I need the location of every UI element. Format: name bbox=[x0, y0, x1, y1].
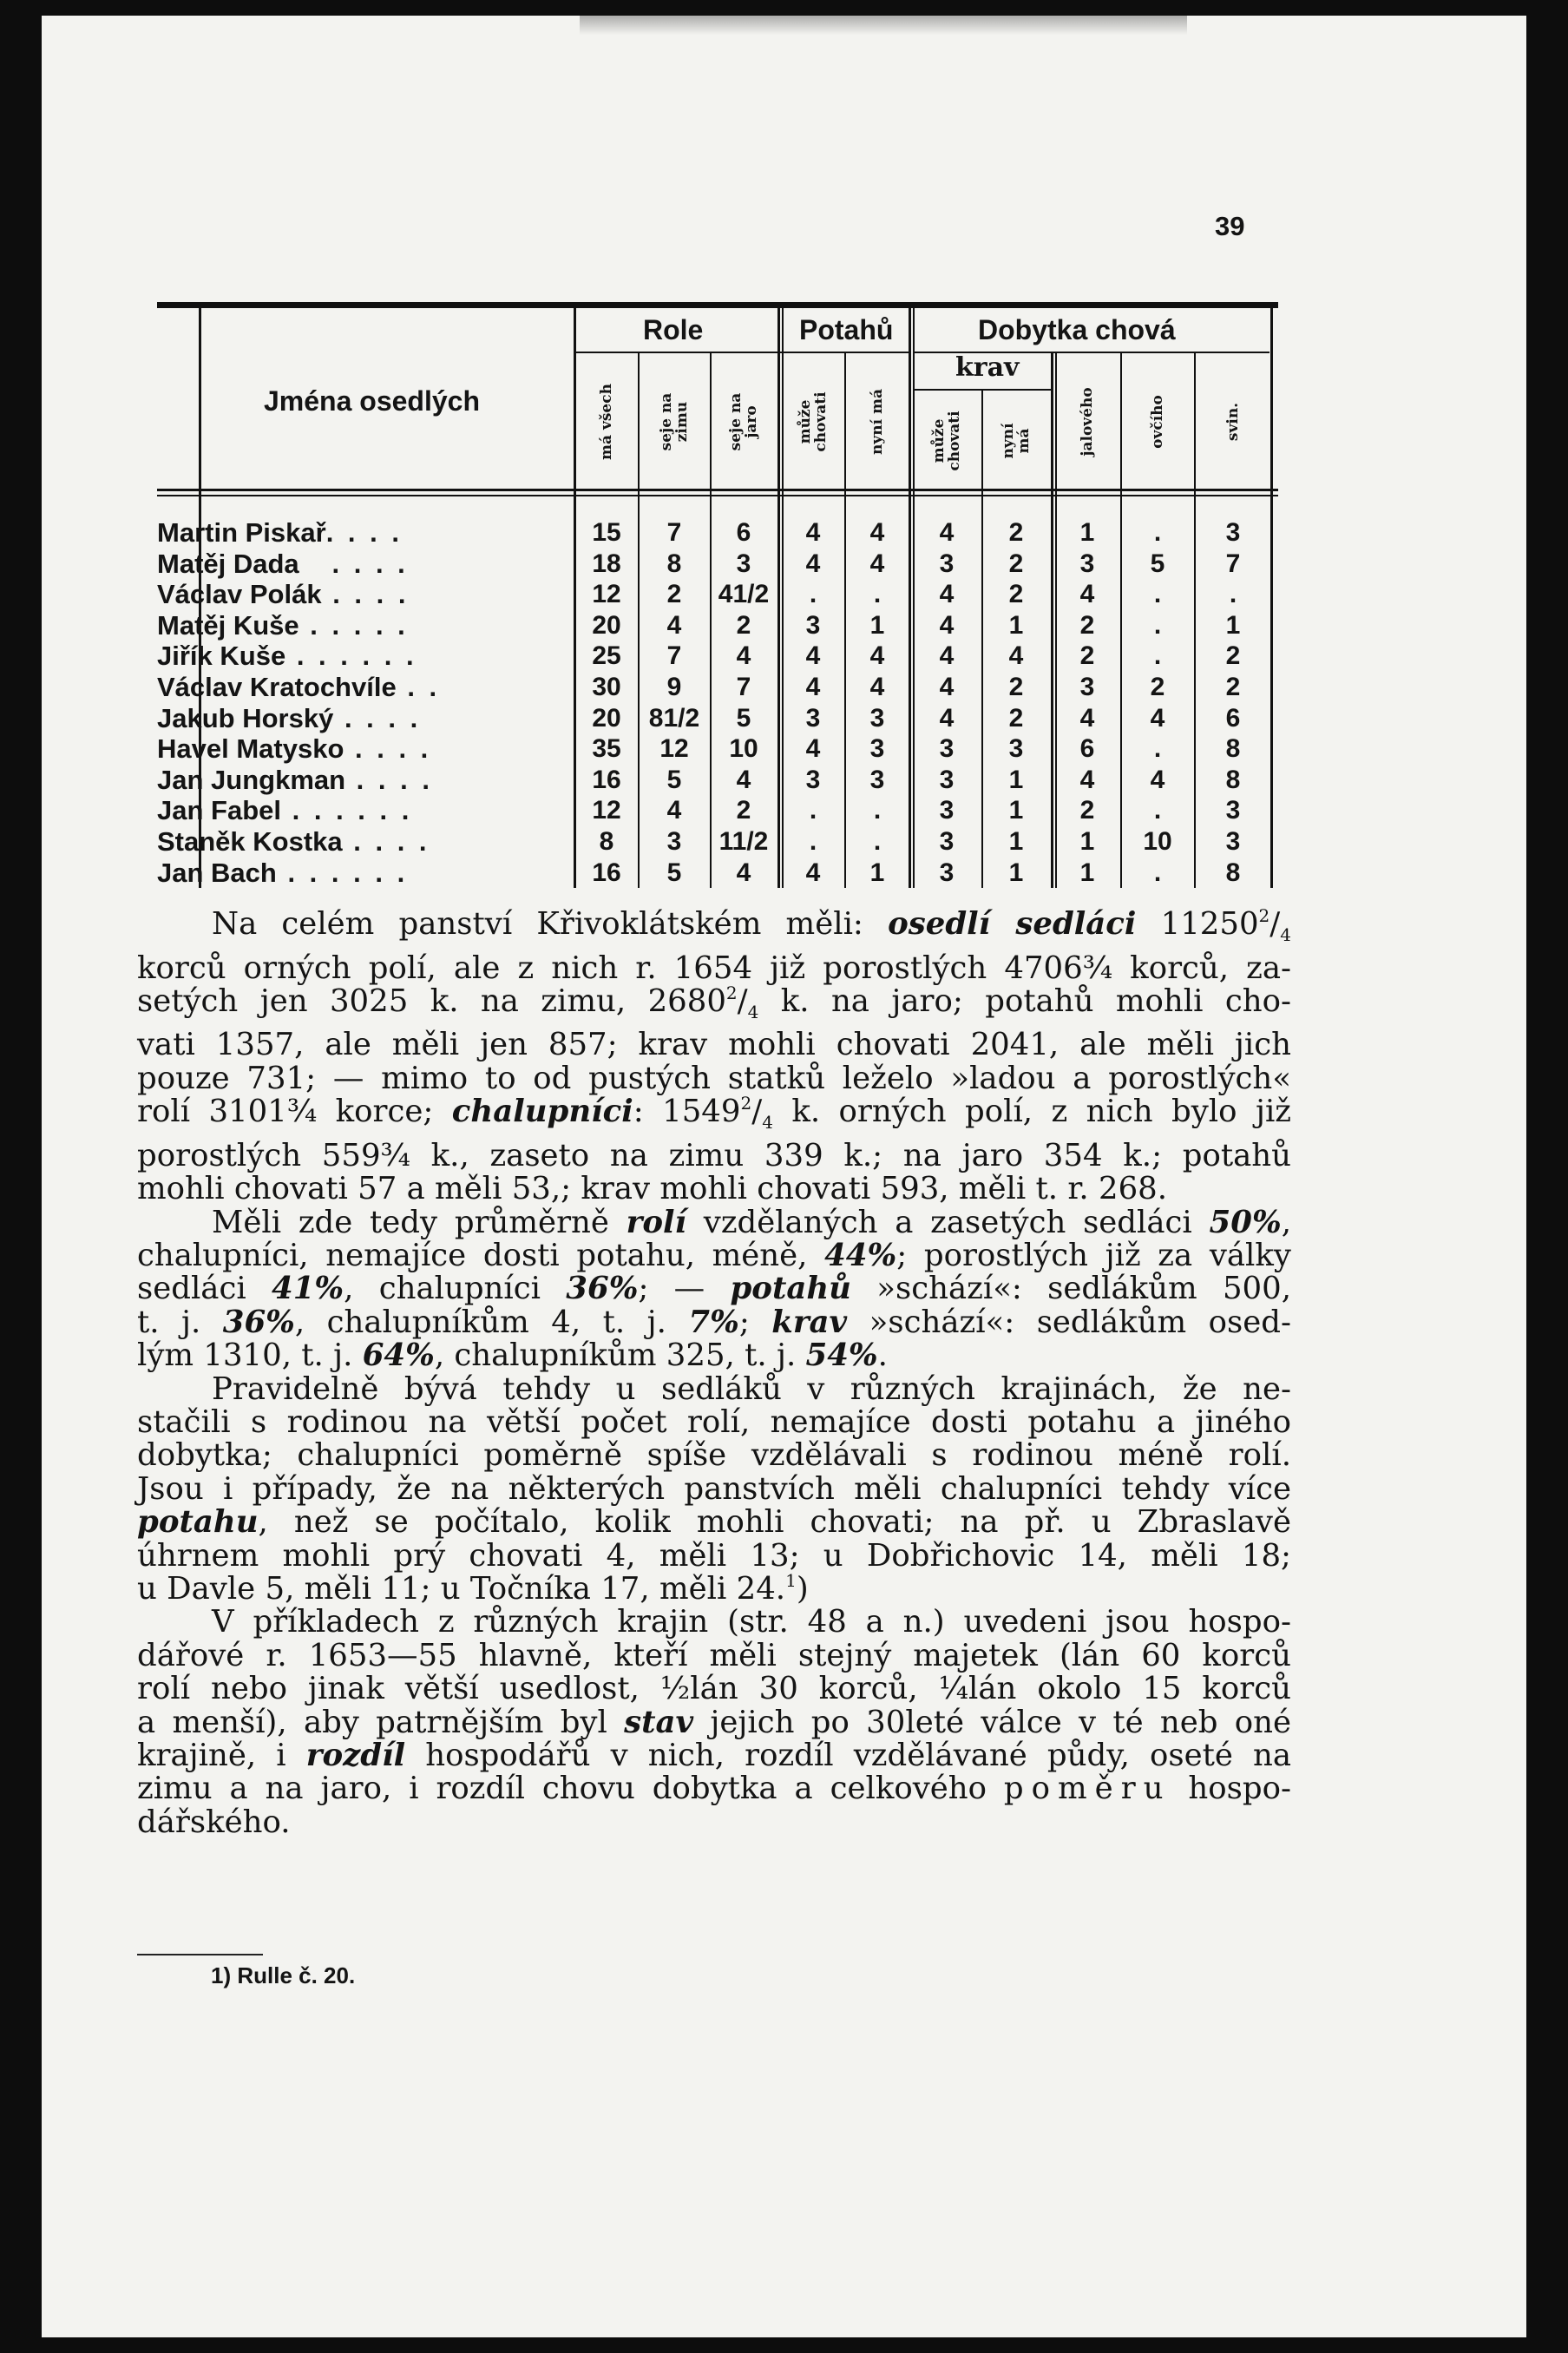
group-rule-krav bbox=[914, 389, 1053, 391]
table-cell: 2 bbox=[1150, 673, 1165, 701]
scan-smudge bbox=[580, 16, 1187, 35]
table-cell: 4 bbox=[805, 673, 821, 701]
settler-name: Jan Jungkman . . . . bbox=[157, 764, 433, 795]
paragraph-3-line-6: úhrnem mohli prý chovati 4, měli 13; u Dobřichovic 14, měli 18; bbox=[137, 1537, 1291, 1574]
table-cell: 8 bbox=[599, 827, 614, 856]
table-row bbox=[157, 793, 1278, 827]
header-bottom-rule bbox=[157, 489, 1278, 491]
table-cell: 7 bbox=[666, 518, 682, 547]
header-bottom-rule-2 bbox=[157, 495, 1278, 496]
paragraph-3-line-7: u Davle 5, měli 11; u Točníka 17, měli 24.$^1$) bbox=[137, 1570, 809, 1607]
table-row bbox=[157, 516, 1278, 549]
table-cell: . bbox=[1153, 641, 1162, 671]
table-row bbox=[157, 547, 1278, 581]
paragraph-4-line-1: V příkladech z různých krajin (str. 48 a n.) uvedeni jsou hospo- bbox=[212, 1604, 1291, 1640]
paragraph-1-line-1: Na celém panství Křivoklátském měli: osedlí sedláci $11250^2/_4$ bbox=[212, 905, 1291, 946]
table-cell: 4 bbox=[805, 734, 821, 764]
table-cell: 5 bbox=[666, 765, 682, 794]
settler-name: Matěj Dada . . . . bbox=[157, 548, 409, 579]
table-cell: 4 bbox=[869, 549, 885, 578]
paragraph-2-line-1: Měli zde tedy průměrně rolí vzdělaných a zasetých sedláci 50%, bbox=[212, 1204, 1291, 1240]
paragraph-2-line-2: chalupníci, nemajíce dosti potahu, méně, 44%; porostlých již za války bbox=[137, 1237, 1291, 1273]
table-cell: 2 bbox=[1008, 673, 1024, 701]
table-cell: 3 bbox=[1225, 518, 1241, 547]
table-cell: 4 bbox=[805, 549, 821, 578]
group-header-role: Role bbox=[643, 314, 704, 345]
table-cell: 4 bbox=[1150, 703, 1165, 733]
table-cell: 1 bbox=[1225, 610, 1241, 640]
table-cell: 8 bbox=[1225, 734, 1241, 764]
table-cell: . bbox=[1153, 796, 1162, 825]
table-cell: 18 bbox=[592, 549, 621, 578]
table-cell: 4 bbox=[666, 610, 682, 640]
table-cell: 4 bbox=[736, 858, 751, 887]
settler-name: Staněk Kostka . . . . bbox=[157, 826, 430, 857]
table-cell: . bbox=[873, 580, 882, 609]
table-cell: 4 bbox=[1079, 580, 1095, 609]
table-cell: . bbox=[1153, 858, 1162, 887]
paragraph-4-line-2: dářové r. 1653—55 hlavně, kteří měli stejný majetek (lán 60 korců bbox=[137, 1637, 1291, 1673]
table-cell: 11/2 bbox=[718, 827, 769, 856]
table-cell: 3 bbox=[939, 765, 955, 794]
table-cell: . bbox=[1229, 580, 1237, 609]
table-cell: . bbox=[1153, 518, 1162, 547]
table-cell: 4 bbox=[1008, 641, 1024, 671]
table-cell: 12 bbox=[659, 734, 689, 764]
table-cell: 1 bbox=[1008, 796, 1024, 825]
group-rule-role bbox=[576, 352, 780, 353]
table-cell: 3 bbox=[939, 796, 955, 825]
table-cell: 4 bbox=[869, 673, 885, 701]
table-row bbox=[157, 701, 1278, 735]
table-cell: 6 bbox=[1225, 703, 1241, 733]
table-cell: 2 bbox=[1079, 641, 1095, 671]
table-cell: 4 bbox=[666, 796, 682, 825]
paragraph-3-line-3: dobytka; chalupníci poměrně spíše vzdělávali s rodinou méně rolí. bbox=[137, 1437, 1291, 1474]
table-cell: 12 bbox=[592, 580, 621, 609]
table-cell: 4 bbox=[805, 641, 821, 671]
table-cell: 1 bbox=[869, 858, 885, 887]
table-cell: 12 bbox=[592, 796, 621, 825]
table-cell: . bbox=[873, 796, 882, 825]
paragraph-1-line-6: rolí 3101¾ korce; chalupníci: $1549^2/_4$ k. orných polí, z nich bylo již bbox=[137, 1093, 1292, 1134]
table-cell: 3 bbox=[939, 734, 955, 764]
table-cell: 3 bbox=[805, 610, 821, 640]
settlers-table: Jména osedlých Role Potahů Dobytka chová krav má všech seje na zimu seje na jaro může chovati nyní má může chovati nyní má jalového ovčího svin. Martin Piskař. . . . 15 7 6 4 4 4 2 1 . 3 Matěj Dada . . . . 18 8 3 4 4 3 2 3 5 7 Václav Polák . . . . 12 2 41/2 . . 4 2 4 . . Matěj Kuše . . . . . 20 4 2 3 1 4 1 2 . 1 Jiřík Kuše . . . . . . 25 7 4 4 4 4 4 2 . 2 Václav Kratochvíle . . 30 9 7 4 4 4 2 3 2 2 Jakub Horský . . . . 20 81/2 5 3 3 4 2 4 4 6 Havel Matysko . . . . 35 12 10 4 3 3 3 6 . 8 Jan Jungkman . . . . 16 5 4 3 3 3 1 4 4 8 Jan Fabel . . . . . . 12 4 2 . . 3 1 2 . 3 Staněk Kostka . . . . 8 3 11/2 . . 3 1 1 10 3 Jan Bach . . . . . . 16 5 4 4 1 3 1 1 . 8 bbox=[157, 302, 1278, 888]
settler-name: Havel Matysko . . . . bbox=[157, 733, 432, 765]
table-cell: 3 bbox=[805, 765, 821, 794]
table-cell: . bbox=[1153, 580, 1162, 609]
table-cell: 4 bbox=[939, 641, 955, 671]
footnote-divider bbox=[137, 1954, 263, 1955]
table-cell: 4 bbox=[1150, 765, 1165, 794]
table-cell: 1 bbox=[1008, 610, 1024, 640]
table-cell: 3 bbox=[1008, 734, 1024, 764]
table-cell: 1 bbox=[1008, 858, 1024, 887]
group-header-potah: Potahů bbox=[799, 314, 894, 345]
table-cell: 6 bbox=[1079, 734, 1095, 764]
table-cell: 4 bbox=[939, 703, 955, 733]
table-cell: 1 bbox=[1079, 827, 1095, 856]
table-cell: 4 bbox=[736, 641, 751, 671]
table-cell: 2 bbox=[666, 580, 682, 609]
table-cell: 4 bbox=[869, 518, 885, 547]
table-cell: 10 bbox=[729, 734, 758, 764]
table-row bbox=[157, 763, 1278, 797]
table-cell: 3 bbox=[1225, 827, 1241, 856]
table-cell: 1 bbox=[1079, 518, 1095, 547]
table-cell: 4 bbox=[939, 580, 955, 609]
table-cell: 35 bbox=[592, 734, 621, 764]
table-cell: 1 bbox=[869, 610, 885, 640]
table-cell: 7 bbox=[736, 673, 751, 701]
paragraph-4-line-5: krajině, i rozdíl hospodářů v nich, rozdíl vzdělávané půdy, oseté na bbox=[137, 1738, 1291, 1774]
table-cell: 2 bbox=[1225, 673, 1241, 701]
table-cell: 2 bbox=[1008, 518, 1024, 547]
table-cell: . bbox=[873, 827, 882, 856]
paragraph-1-line-5: pouze 731; — mimo to od pustých statků leželo »ladou a porostlých« bbox=[137, 1060, 1291, 1096]
table-cell: 3 bbox=[666, 827, 682, 856]
table-cell: 3 bbox=[1079, 549, 1095, 578]
table-cell: 2 bbox=[736, 610, 751, 640]
table-cell: 3 bbox=[1225, 796, 1241, 825]
table-cell: 8 bbox=[666, 549, 682, 578]
table-cell: 8 bbox=[1225, 765, 1241, 794]
table-cell: 15 bbox=[592, 518, 621, 547]
paragraph-3-line-2: stačili s rodinou na větší počet rolí, nemajíce dosti potahu a jiného bbox=[137, 1403, 1291, 1440]
table-cell: 3 bbox=[939, 858, 955, 887]
table-cell: 4 bbox=[805, 518, 821, 547]
table-cell: 2 bbox=[1008, 549, 1024, 578]
table-cell: 3 bbox=[736, 549, 751, 578]
table-cell: 4 bbox=[805, 858, 821, 887]
paragraph-4-line-4: a menší), aby patrnějším byl stav jejich po 30leté válce v té neb oné bbox=[137, 1704, 1291, 1740]
table-cell: 20 bbox=[592, 703, 621, 733]
settler-name: Jakub Horský . . . . bbox=[157, 702, 422, 733]
table-cell: 41/2 bbox=[718, 580, 770, 609]
paragraph-4-line-3: rolí nebo jinak větší usedlost, ½lán 30 korců, ¼lán okolo 15 korců bbox=[137, 1671, 1291, 1707]
table-cell: 3 bbox=[805, 703, 821, 733]
table-cell: 7 bbox=[666, 641, 682, 671]
table-cell: 9 bbox=[666, 673, 682, 701]
table-cell: 4 bbox=[1079, 703, 1095, 733]
table-cell: 5 bbox=[736, 703, 751, 733]
names-column-header: Jména osedlých bbox=[264, 385, 480, 417]
settler-name: Matěj Kuše . . . . . bbox=[157, 609, 409, 641]
paragraph-1-line-3: setých jen 3025 k. na zimu, $2680^2/_4$ k. na jaro; potahů mohli cho- bbox=[137, 982, 1291, 1022]
table-cell: 16 bbox=[592, 765, 621, 794]
table-row bbox=[157, 856, 1278, 890]
table-cell: 25 bbox=[592, 641, 621, 671]
table-row bbox=[157, 670, 1278, 704]
table-cell: 5 bbox=[666, 858, 682, 887]
paragraph-4-line-6: zimu a na jaro, i rozdíl chovu dobytka a celkového poměru hospo- bbox=[137, 1771, 1291, 1807]
table-cell: 4 bbox=[736, 765, 751, 794]
paragraph-4-line-7: dářského. bbox=[137, 1804, 291, 1840]
table-cell: 4 bbox=[939, 673, 955, 701]
table-cell: 30 bbox=[592, 673, 621, 701]
group-header-dobytek: Dobytka chová bbox=[978, 314, 1176, 345]
table-cell: 3 bbox=[939, 827, 955, 856]
table-cell: 7 bbox=[1225, 549, 1241, 578]
table-cell: 20 bbox=[592, 610, 621, 640]
settler-name: Jan Fabel . . . . . . bbox=[157, 795, 413, 826]
settler-name: Václav Kratochvíle . . bbox=[157, 672, 441, 702]
settler-name: Jiřík Kuše . . . . . . bbox=[157, 641, 417, 672]
table-cell: 1 bbox=[1079, 858, 1095, 887]
table-cell: 4 bbox=[869, 641, 885, 671]
table-row bbox=[157, 577, 1278, 611]
table-cell: 8 bbox=[1225, 858, 1241, 887]
group-header-krav: krav bbox=[955, 352, 1020, 383]
table-cell: 4 bbox=[1079, 765, 1095, 794]
paragraph-1-line-2: korců orných polí, ale z nich r. 1654 již porostlých 4706¾ korců, za- bbox=[137, 950, 1291, 986]
table-cell: 3 bbox=[869, 703, 885, 733]
table-cell: 4 bbox=[939, 610, 955, 640]
table-row bbox=[157, 639, 1278, 673]
table-cell: 6 bbox=[736, 518, 751, 547]
page-number: 39 bbox=[1215, 211, 1245, 241]
paragraph-3-line-1: Pravidelně bývá tehdy u sedláků v různých krajinách, že ne- bbox=[212, 1370, 1291, 1407]
table-cell: 2 bbox=[1008, 703, 1024, 733]
body-text bbox=[137, 905, 1292, 1840]
table-cell: 2 bbox=[1008, 580, 1024, 609]
paragraph-1-line-4: vati 1357, ale měli jen 857; krav mohli chovati 2041, ale měli jich bbox=[137, 1027, 1291, 1063]
table-row bbox=[157, 732, 1278, 766]
paragraph-2-line-5: lým 1310, t. j. 64%, chalupníkům 325, t. j. 54%. bbox=[137, 1338, 888, 1374]
table-row bbox=[157, 608, 1278, 642]
book-page bbox=[42, 16, 1526, 2337]
settler-name: Václav Polák . . . . bbox=[157, 579, 410, 610]
table-cell: 10 bbox=[1143, 827, 1172, 856]
paragraph-1-line-7: porostlých 559¾ k., zaseto na zimu 339 k.; na jaro 354 k.; potahů bbox=[137, 1137, 1291, 1173]
table-cell: 3 bbox=[1079, 673, 1095, 701]
paragraph-2-line-4: t. j. 36%, chalupníkům 4, t. j. 7%; krav »schází«: sedlákům osed- bbox=[137, 1304, 1292, 1340]
table-cell: 3 bbox=[869, 765, 885, 794]
paragraph-3-line-5: potahu, než se počítalo, kolik mohli chovati; na př. u Zbraslavě bbox=[137, 1504, 1291, 1541]
table-cell: 1 bbox=[1008, 765, 1024, 794]
table-cell: 2 bbox=[1079, 796, 1095, 825]
table-cell: 2 bbox=[1079, 610, 1095, 640]
table-cell: 2 bbox=[736, 796, 751, 825]
paragraph-3-line-4: Jsou i případy, že na některých panstvích měli chalupníci tehdy více bbox=[137, 1470, 1291, 1507]
table-cell: . bbox=[809, 580, 817, 609]
table-top-rule bbox=[157, 302, 1278, 308]
paragraph-2-line-3: sedláci 41%, chalupníci 36%; — potahů »schází«: sedlákům 500, bbox=[137, 1271, 1291, 1307]
table-cell: 3 bbox=[869, 734, 885, 764]
table-cell: . bbox=[809, 827, 817, 856]
settler-name: Martin Piskař. . . . bbox=[157, 517, 403, 548]
table-row bbox=[157, 825, 1278, 858]
paragraph-1-line-8: mohli chovati 57 a měli 53,; krav mohli chovati 593, měli t. r. 268. bbox=[137, 1171, 1168, 1207]
table-cell: 81/2 bbox=[648, 703, 700, 733]
table-cell: . bbox=[1153, 610, 1162, 640]
settler-name: Jan Bach . . . . . . bbox=[157, 857, 409, 888]
table-cell: . bbox=[1153, 734, 1162, 764]
table-cell: 5 bbox=[1150, 549, 1165, 578]
table-cell: 16 bbox=[592, 858, 621, 887]
table-cell: 1 bbox=[1008, 827, 1024, 856]
table-cell: 4 bbox=[939, 518, 955, 547]
table-cell: . bbox=[809, 796, 817, 825]
table-cell: 3 bbox=[939, 549, 955, 578]
table-cell: 2 bbox=[1225, 641, 1241, 671]
footnote: 1) Rulle č. 20. bbox=[211, 1962, 356, 1988]
